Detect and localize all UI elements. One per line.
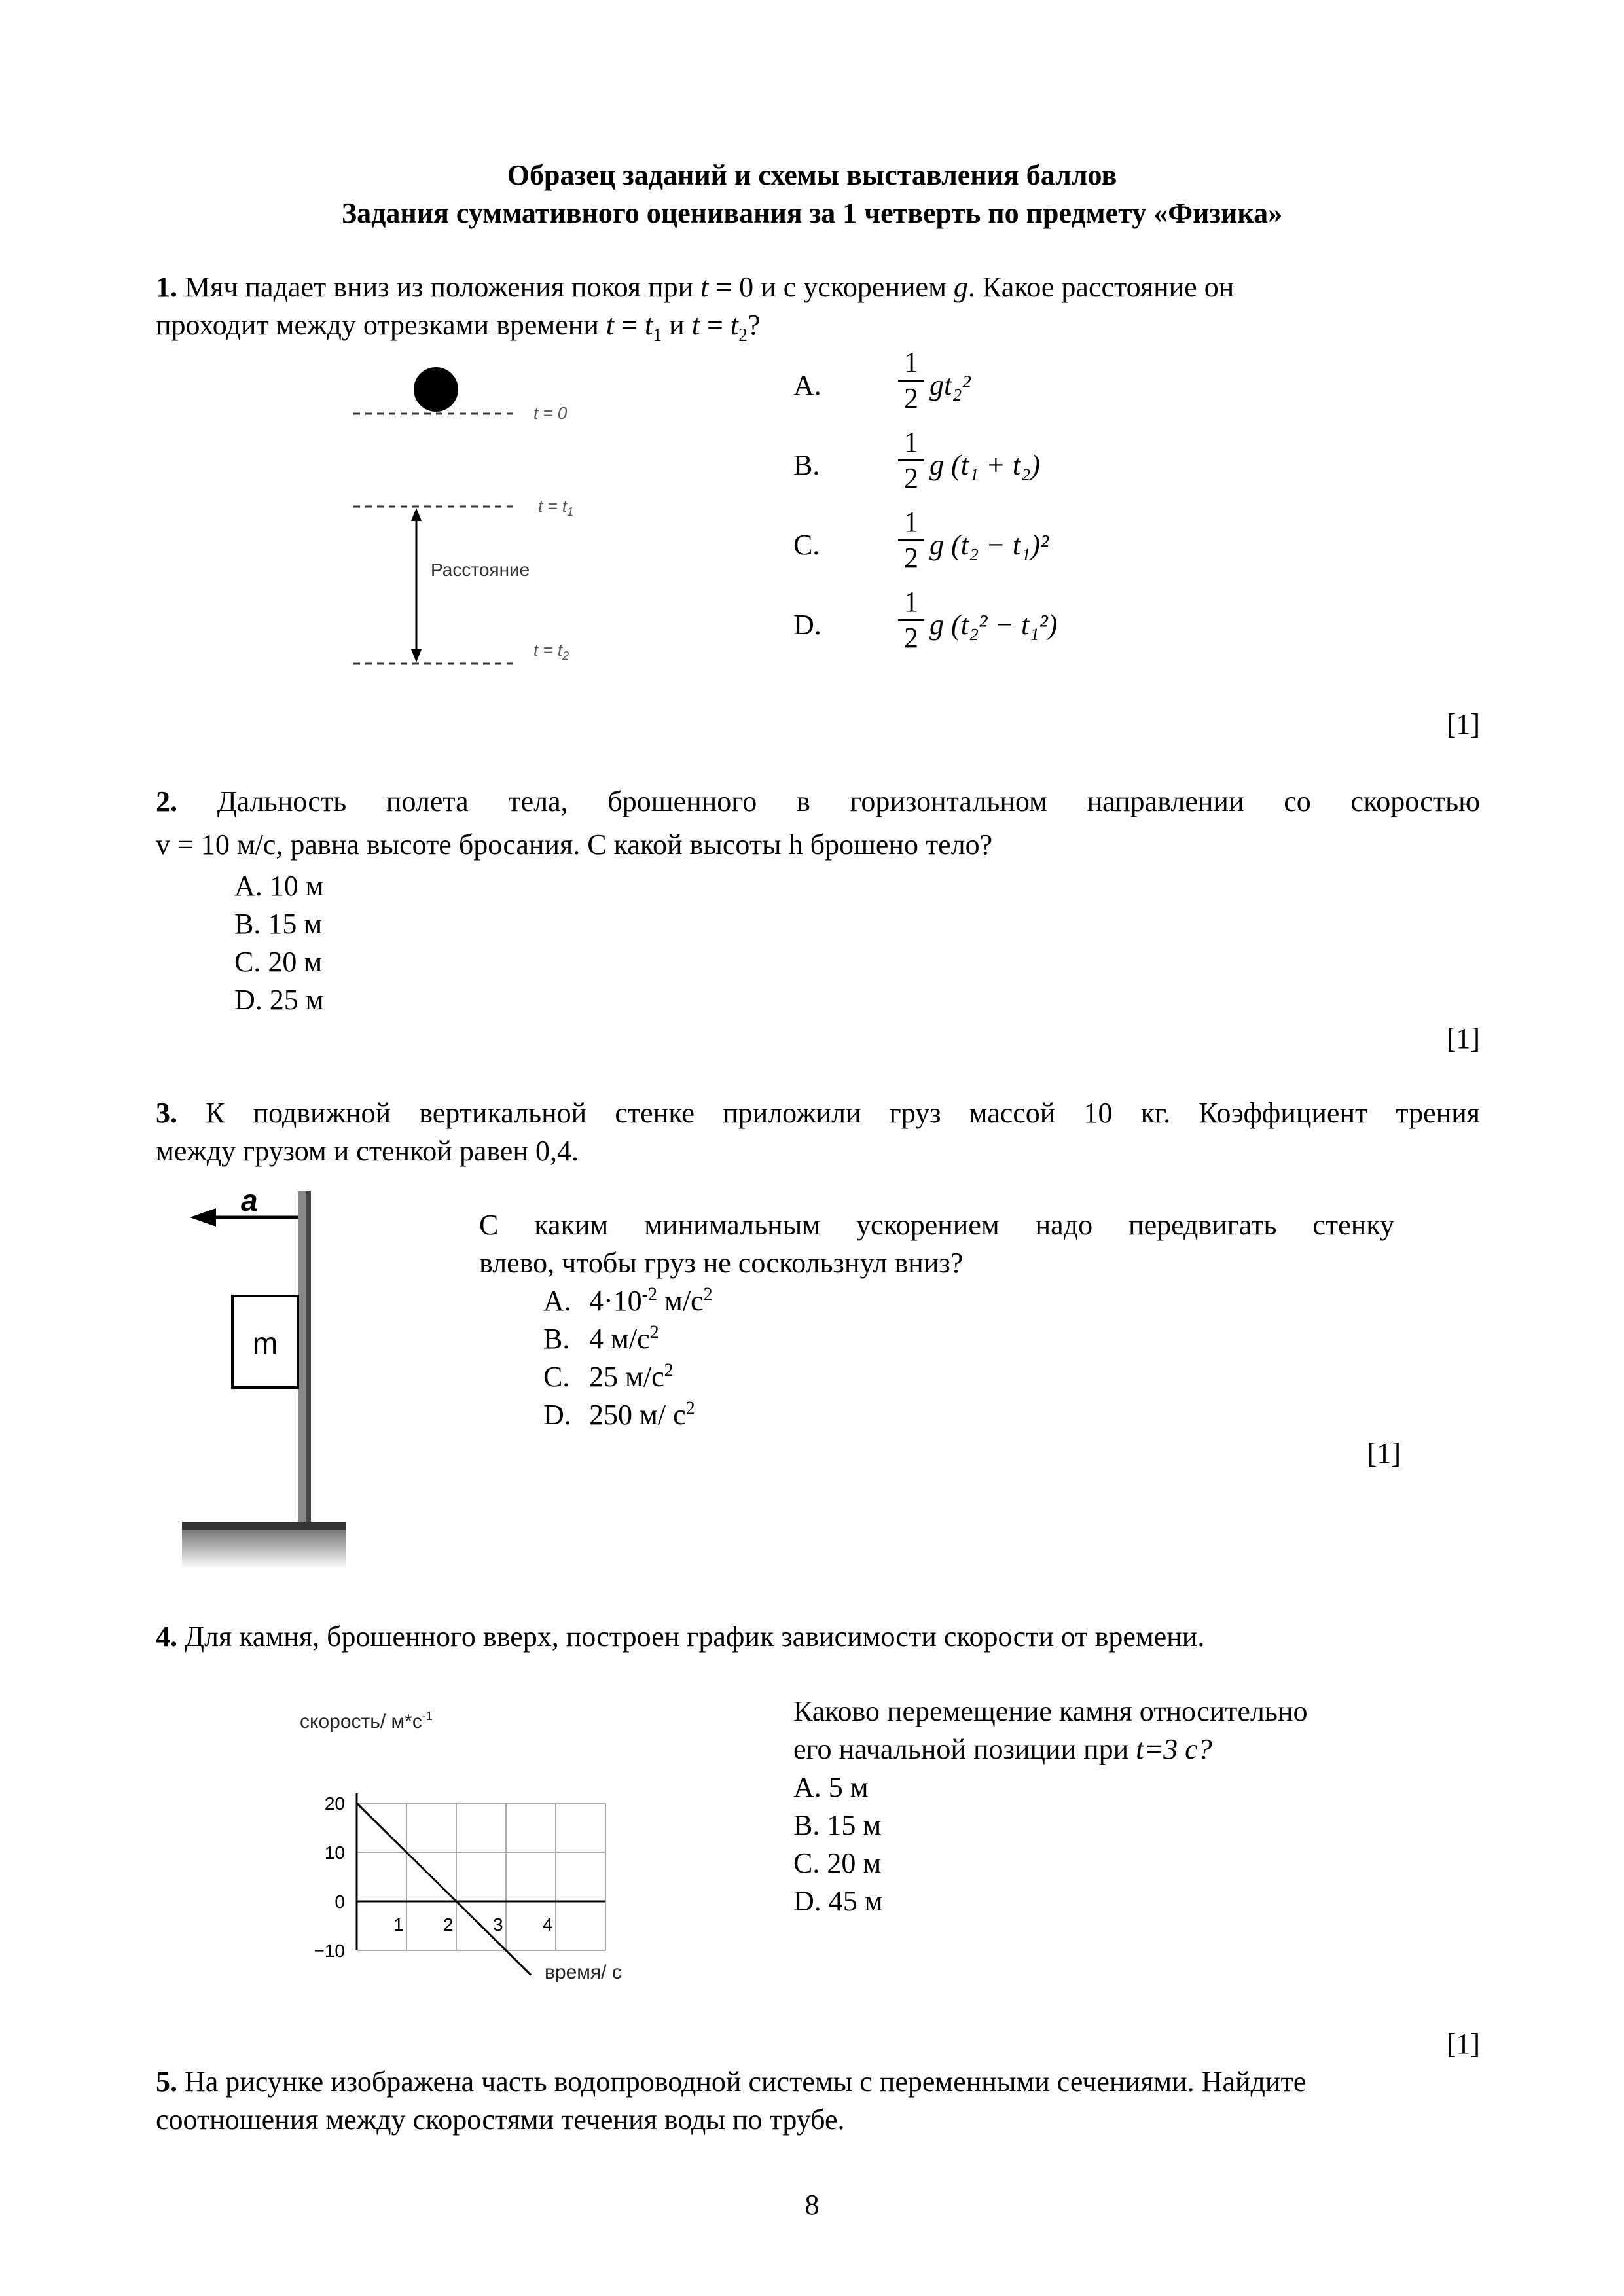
q4-text-line1: 4. Для камня, брошенного вверх, построен график зависимости скорости от времени. [156, 1621, 1205, 1653]
label-t0: t = 0 [533, 403, 568, 423]
page-title-line1: Образец заданий и схемы выставления баллов [507, 159, 1117, 191]
q1-option-a-expr: gt₂² [929, 369, 971, 401]
q3-number: 3. [156, 1097, 177, 1129]
page-title-line2: Задания суммативного оценивания за 1 четверть по предмету «Физика» [341, 197, 1283, 229]
x-tick-label: 1 [393, 1914, 404, 1935]
q3-option-c: C. 25 $м/с^2$ [543, 1360, 674, 1393]
chart-ylabel: скорость/ $м*с^{-1}$ [300, 1710, 433, 1732]
chart-series [357, 1803, 531, 1975]
q4-velocity-chart [288, 1702, 628, 2003]
label-distance: Расстояние [431, 560, 530, 580]
q1-option-c-fraction: 1 2 [898, 508, 924, 573]
q5-text-line1: 5. На рисунке изображена часть водопроводной системы с переменными сечениями. Найдите [156, 2066, 1307, 2098]
q3-text-line2: между грузом и стенкой равен 0,4. [156, 1135, 579, 1167]
label-t1: $t = t_1$ [538, 496, 574, 518]
q3-option-b: B. 4 $м/с^2$ [543, 1322, 659, 1355]
q1-score: [1] [1446, 708, 1480, 740]
x-tick-label: 2 [443, 1914, 454, 1935]
q2-number: 2. [156, 785, 177, 817]
y-tick-label: 0 [334, 1892, 345, 1912]
label-t2: $t = t_2$ [533, 640, 569, 662]
q4-option-c: C. 20 м [793, 1847, 882, 1879]
ball-icon [414, 367, 458, 412]
q5-text-line2: соотношения между скоростями течения воды по трубе. [156, 2104, 845, 2136]
q3-option-d: D. 250 м/ $с^2$ [543, 1398, 695, 1431]
q2-text-line1: 2. Дальность полета тела, брошенного в горизонтальном направлении со скоростью [156, 785, 1480, 817]
q3-wall-figure [177, 1191, 353, 1577]
q1-text-line2: проходит между отрезками времени $t = t_1$ и $t = t_2$? [156, 309, 761, 346]
acceleration-label: a [241, 1191, 258, 1217]
q1-falling-ball-figure [340, 353, 615, 681]
q2-score: [1] [1446, 1022, 1480, 1054]
velocity-line [357, 1803, 531, 1975]
x-tick-label: 3 [493, 1914, 503, 1935]
q1-option-b-expr: g (t₁ + t₂) [929, 449, 1041, 481]
y-tick-label: 20 [324, 1793, 345, 1814]
q1-option-b-fraction: 1 2 [898, 428, 924, 493]
y-tick-label: 10 [324, 1842, 345, 1863]
q4-question-line1: Каково перемещение камня относительно [793, 1695, 1308, 1727]
q3-question-line2: влево, чтобы груз не соскользнул вниз? [479, 1247, 964, 1279]
x-tick-label: 4 [543, 1914, 553, 1935]
q4-option-b: B. 15 м [793, 1809, 882, 1841]
q4-number: 4. [156, 1621, 177, 1653]
q1-number: 1. [156, 271, 177, 303]
q2-option-b: B. 15 м [234, 908, 323, 940]
chart-ticks [314, 1793, 553, 1961]
q5-number: 5. [156, 2066, 177, 2098]
q2-option-a: A. 10 м [234, 870, 324, 902]
q1-option-c-expr: g (t₂ − t₁)² [929, 529, 1049, 561]
q1-option-c-letter: C. [793, 529, 820, 561]
floor [182, 1522, 346, 1530]
q2-option-d: D. 25 м [234, 984, 324, 1016]
q2-text-line2: v = 10 м/с, равна высоте бросания. С какой высоты h брошено тело? [156, 829, 993, 861]
chart-xlabel: время/ с [545, 1962, 622, 1983]
q3-question-line1: С каким минимальным ускорением надо передвигать стенку [479, 1209, 1394, 1241]
q1-option-a-letter: A. [793, 369, 821, 401]
q1-option-d-letter: D. [793, 609, 821, 641]
page-number: 8 [804, 2189, 820, 2221]
q3-text-line1: 3. К подвижной вертикальной стенке приложили груз массой 10 кг. Коэффициент трения [156, 1097, 1480, 1129]
q2-option-c: C. 20 м [234, 946, 323, 978]
q4-question-line2: его начальной позиции при t=3 c? [793, 1733, 1212, 1765]
q1-option-a-fraction: 1 2 [898, 348, 924, 413]
q1-option-d-fraction: 1 2 [898, 588, 924, 653]
q4-option-a: A. 5 м [793, 1771, 869, 1803]
q1-text-line1: 1. Мяч падает вниз из положения покоя при t = 0 и с ускорением g. Какое расстояние он [156, 271, 1235, 303]
q4-option-d: D. 45 м [793, 1885, 883, 1917]
q1-option-d-expr: g (t₂² − t₁²) [929, 609, 1058, 641]
q4-score: [1] [1446, 2028, 1480, 2060]
q3-option-a: A. $4\cdot 10^{-2}$ $м/с^2$ [543, 1284, 713, 1317]
q1-option-b-letter: B. [793, 449, 820, 481]
y-tick-label: −10 [314, 1941, 345, 1961]
mass-label: m [252, 1326, 278, 1360]
q3-score: [1] [1367, 1437, 1401, 1469]
